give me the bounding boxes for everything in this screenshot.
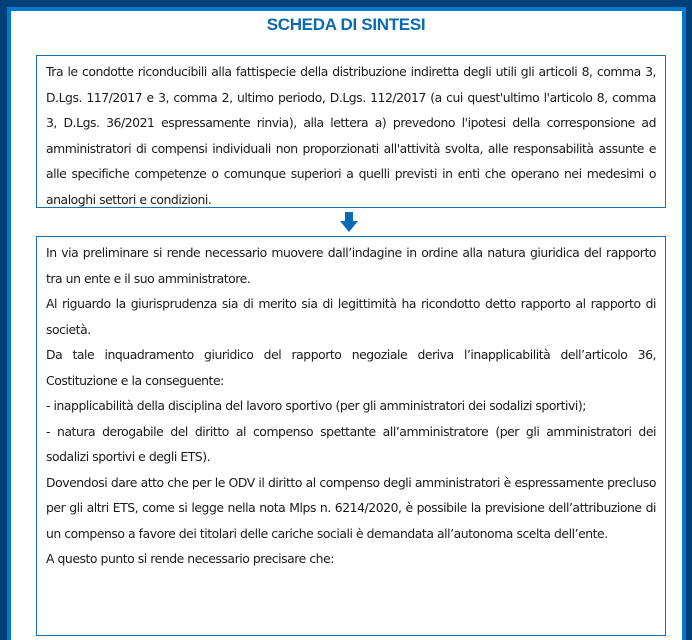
premise-text: Tra le condotte riconducibili alla fattispecie della distribuzione indiretta degli utili gli articoli 8, comma 3, D.Lgs. 117/2017 e 3, comma 2, ultimo periodo, D.Lgs. 112/2017 (a cui quest'ultimo l'articolo 8, comma 3, D.Lgs. 36/2021 espressamente rinvia), alla lettera a) prevedono l'ipotesi della corresponsione ad amministratori di compensi individuali non proporzionati all'attività svolta, alle responsabilità assunte e alle specifiche competenze o comunque superiori a quelli previsti in enti che operano nei medesimi o analoghi settori e condizioni. — [46, 64, 656, 207]
summary-box-analysis — [36, 236, 666, 636]
summary-box-premise — [36, 55, 666, 208]
analysis-paragraph: A questo punto si rende necessario precisare che: — [46, 551, 334, 566]
analysis-paragraph: Da tale inquadramento giuridico del rapporto negoziale deriva l’inapplicabilità dell’articolo 36, Costituzione e la conseguente: — [46, 347, 656, 388]
analysis-list-item: - inapplicabilità della disciplina del lavoro sportivo (per gli amministratori dei sodalizi sportivi); — [46, 398, 587, 413]
analysis-paragraph: In via preliminare si rende necessario muovere dall’indagine in ordine alla natura giuridica del rapporto tra un ente e il suo amministratore. — [46, 245, 656, 286]
page-title: SCHEDA DI SINTESI — [266, 15, 426, 34]
analysis-paragraph: Dovendosi dare atto che per le ODV il diritto al compenso degli amministratori è espressamente precluso per gli altri ETS, come si legge nella nota Mlps n. 6214/2020, è possibile la previsione dell’attribuzione di un compenso a favore dei titolari delle cariche sociali è demandata all’autonoma scelta dell’ente. — [46, 474, 656, 541]
analysis-paragraph: Al riguardo la giurisprudenza sia di merito sia di legittimità ha ricondotto detto rapporto al rapporto di società. — [46, 296, 656, 337]
arrow-down-icon — [340, 212, 358, 232]
analysis-list-item: - natura derogabile del diritto al compenso spettante all’amministratore (per gli amministratori dei sodalizi sportivi e degli ETS). — [46, 423, 656, 464]
